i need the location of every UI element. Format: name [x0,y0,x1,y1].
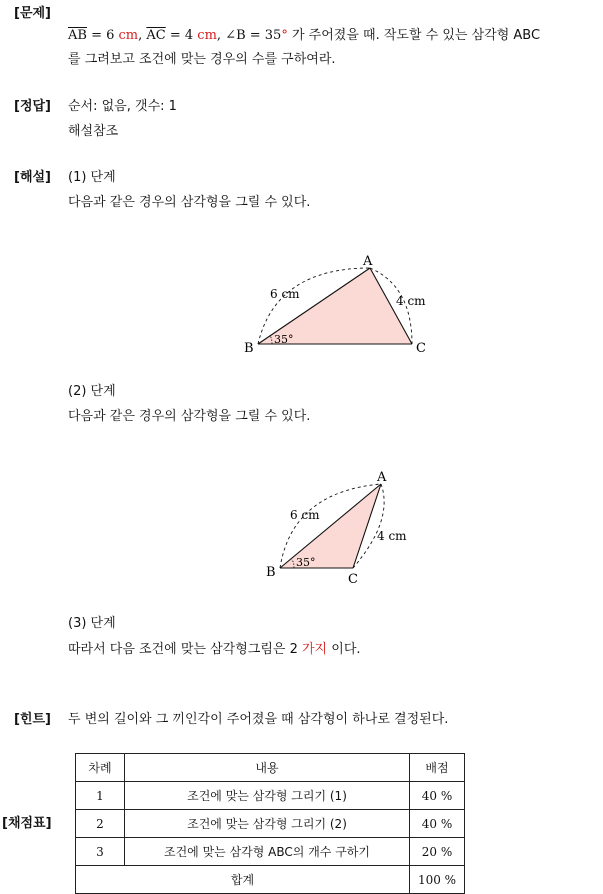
header-order: 차례 [76,754,125,782]
step3-text-post: 이다. [327,642,361,657]
sep-1: , [138,28,147,43]
header-content: 내용 [125,754,410,782]
row-2-no: 2 [76,810,125,838]
step2-title: (2) 단계 [68,384,116,399]
row-3-content: 조건에 맞는 삼각형 ABC의 개수 구하기 [125,838,410,866]
total-label: 합계 [76,866,410,894]
row-3-no: 3 [76,838,125,866]
angle-b: ∠B = 35 [225,28,282,43]
fig2-vertex-a: A [377,470,387,485]
total-score: 100 % [410,866,465,894]
row-3-score: 20 % [410,838,465,866]
fig1-angle-label: 35° [274,333,294,346]
step3-text [68,638,361,657]
step1-title: (1) 단계 [68,170,116,185]
segment-ab: $\overline{AB}$ [68,28,87,43]
fig1-vertex-a: A [363,254,373,269]
fig2-angle-label: 35° [296,556,316,569]
fig2-vertex-c: C [348,572,358,587]
row-1-no: 1 [76,782,125,810]
answer-line-2: 해설참조 [68,124,119,139]
problem-line-2: 를 그려보고 조건에 맞는 경우의 수를 구하여라. [68,52,336,67]
table-row [76,782,465,810]
hint-text: 두 변의 길이와 그 끼인각이 주어졌을 때 삼각형이 하나로 결정된다. [68,712,449,727]
problem-text-tail: 가 주어졌을 때. 작도할 수 있는 삼각형 ABC [287,28,541,43]
hint-label: [힌트] [14,712,51,727]
row-2-content: 조건에 맞는 삼각형 그리기 (2) [125,810,410,838]
fig2-ab-label: 6 cm [290,508,320,522]
fig2-vertex-b: B [266,565,276,580]
fig1-ab-label: 6 cm [270,287,300,301]
header-score: 배점 [410,754,465,782]
scoring-header-row [76,754,465,782]
step3-text-red: 가지 [302,642,328,657]
sep-2: , [216,28,226,43]
scoring-label: [채점표] [2,816,52,831]
fig2-ac-label: 4 cm [377,529,407,543]
fig1-vertex-b: B [244,341,254,356]
ac-unit: cm [197,28,217,43]
total-row [76,866,465,894]
scoring-table [75,753,465,894]
step3-title: (3) 단계 [68,616,116,631]
answer-label: [정답] [14,99,51,114]
ab-unit: cm [118,28,139,43]
fig1-ac-label: 4 cm [396,294,426,308]
segment-ac: $\overline{AC}$ [146,28,166,43]
step3-text-pre: 따라서 다음 조건에 맞는 삼각형그림은 2 [68,642,302,657]
problem-label: [문제] [14,6,51,21]
row-2-score: 40 % [410,810,465,838]
fig1-vertex-c: C [416,341,426,356]
answer-line-1: 순서: 없음, 갯수: 1 [68,99,177,114]
row-1-content: 조건에 맞는 삼각형 그리기 (1) [125,782,410,810]
solution-label: [해설] [14,170,51,185]
table-row [76,838,465,866]
row-1-score: 40 % [410,782,465,810]
step2-text: 다음과 같은 경우의 삼각형을 그릴 수 있다. [68,409,311,424]
ab-equals: = 6 [86,28,119,43]
step1-text: 다음과 같은 경우의 삼각형을 그릴 수 있다. [68,195,311,210]
ac-equals: = 4 [165,28,198,43]
table-row [76,810,465,838]
angle-unit: ° [281,28,288,43]
